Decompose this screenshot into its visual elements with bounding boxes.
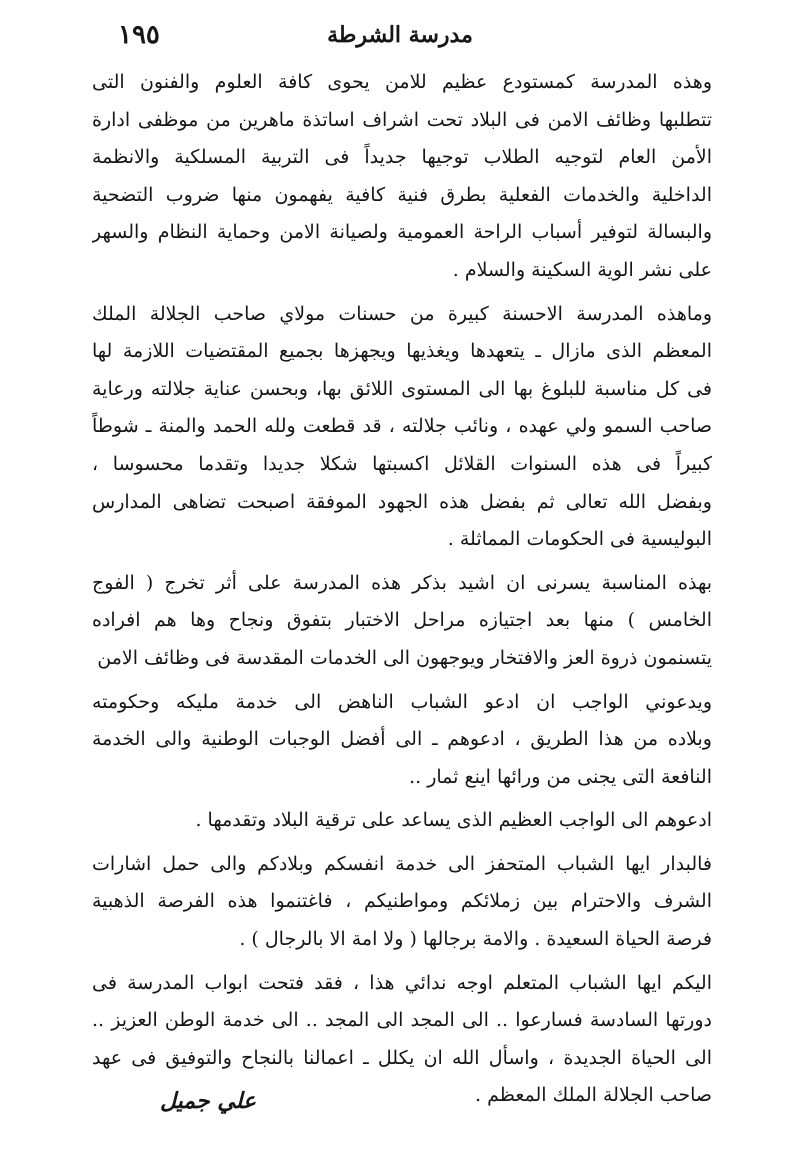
text-line: ادعوهم الى الواجب العظيم الذى يساعد على ترقية البلاد وتقدمها .	[195, 809, 712, 832]
text-line: الداخلية والخدمات الفعلية بطرق فنية كافية يفهمون منها ضروب التضحية	[92, 183, 712, 206]
text-line: والبسالة لتوفير أسباب الراحة العمومية ولصيانة الامن وحماية النظام والسهر	[92, 221, 712, 244]
paragraph-1	[92, 64, 712, 290]
running-title: مدرسة الشرطة	[327, 22, 473, 48]
text-line: صاحب السمو ولي عهده ، ونائب جلالته ، قد قطعت ولله الحمد والمنة ـ شوطاً	[92, 415, 712, 438]
text-line: المعظم الذى مازال ـ يتعهدها ويغذيها ويجهزها بجميع المقتضيات اللازمة لها	[92, 340, 712, 363]
paragraph-6	[92, 846, 712, 959]
text-line: وبفضل الله تعالى ثم بفضل هذه الجهود الموفقة اصبحت تضاهى المدارس	[92, 490, 712, 513]
page-number: ١٩٥	[118, 20, 160, 50]
text-line: اليكم ايها الشباب المتعلم اوجه ندائي هذا ، فقد فتحت ابواب المدرسة فى	[92, 971, 712, 994]
text-line: تتطلبها وظائف الامن فى البلاد تحت اشراف اساتذة ماهرين من موظفى ادارة	[92, 108, 712, 131]
text-line: البوليسية فى الحكومات المماثلة .	[447, 528, 712, 551]
text-line: يتسنمون ذروة العز والافتخار ويوجهون الى الخدمات المقدسة فى وظائف الامن	[97, 646, 712, 669]
paragraph-4	[92, 684, 712, 797]
text-line: الخامس ) منها بعد اجتيازه مراحل الاختبار بتفوق ونجاح وها هم افراده	[92, 609, 712, 632]
text-line: على نشر الوية السكينة والسلام .	[452, 258, 712, 281]
text-line: ويدعوني الواجب ان ادعو الشباب الناهض الى خدمة مليكه وحكومته	[92, 690, 712, 713]
text-line: وماهذه المدرسة الاحسنة كبيرة من حسنات مولاي صاحب الجلالة الملك	[92, 302, 712, 325]
text-line: فرصة الحياة السعيدة . والامة برجالها ( ولا امة الا بالرجال ) .	[239, 928, 712, 951]
text-line: الأمن العام لتوجيه الطلاب توجيها جديداً فى التربية المسلكية والانظمة	[92, 146, 712, 169]
text-line: وهذه المدرسة كمستودع عظيم للامن يحوى كافة العلوم والفنون التى	[92, 71, 712, 93]
text-line: كبيراً فى هذه السنوات القلائل اكسبتها شكلا جديدا وتقدما محسوسا ،	[92, 452, 712, 475]
paragraph-5	[92, 802, 712, 840]
author-signature: علي جميل	[160, 1088, 257, 1114]
body-text	[92, 64, 712, 1115]
text-line: بهذه المناسبة يسرنى ان اشيد بذكر هذه المدرسة على أثر تخرج ( الفوج	[92, 571, 712, 594]
text-line: فالبدار ايها الشباب المتحفز الى خدمة انفسكم وبلادكم والى حمل اشارات	[92, 852, 712, 875]
page-header	[0, 18, 785, 58]
text-line: الشرف والاحترام بين زملائكم ومواطنيكم ، فاغتنموا هذه الفرصة الذهبية	[92, 890, 712, 913]
text-line: دورتها السادسة فسارعوا .. الى المجد الى المجد .. الى خدمة الوطن العزيز ..	[92, 1009, 712, 1032]
paragraph-3	[92, 565, 712, 678]
text-line: صاحب الجلالة الملك المعظم .	[475, 1084, 712, 1107]
paragraph-2	[92, 296, 712, 559]
text-line: وبلاده من هذا الطريق ، ادعوهم ـ الى أفضل الوجبات الوطنية والى الخدمة	[92, 728, 712, 751]
text-line: فى كل مناسبة للبلوغ بها الى المستوى اللائق بها، وبحسن عناية جلالته ورعاية	[92, 377, 712, 400]
text-line: النافعة التى يجنى من ورائها اينع ثمار ..	[409, 765, 712, 788]
text-line: الى الحياة الجديدة ، واسأل الله ان يكلل ـ اعمالنا بالنجاح والتوفيق فى عهد	[92, 1046, 712, 1069]
